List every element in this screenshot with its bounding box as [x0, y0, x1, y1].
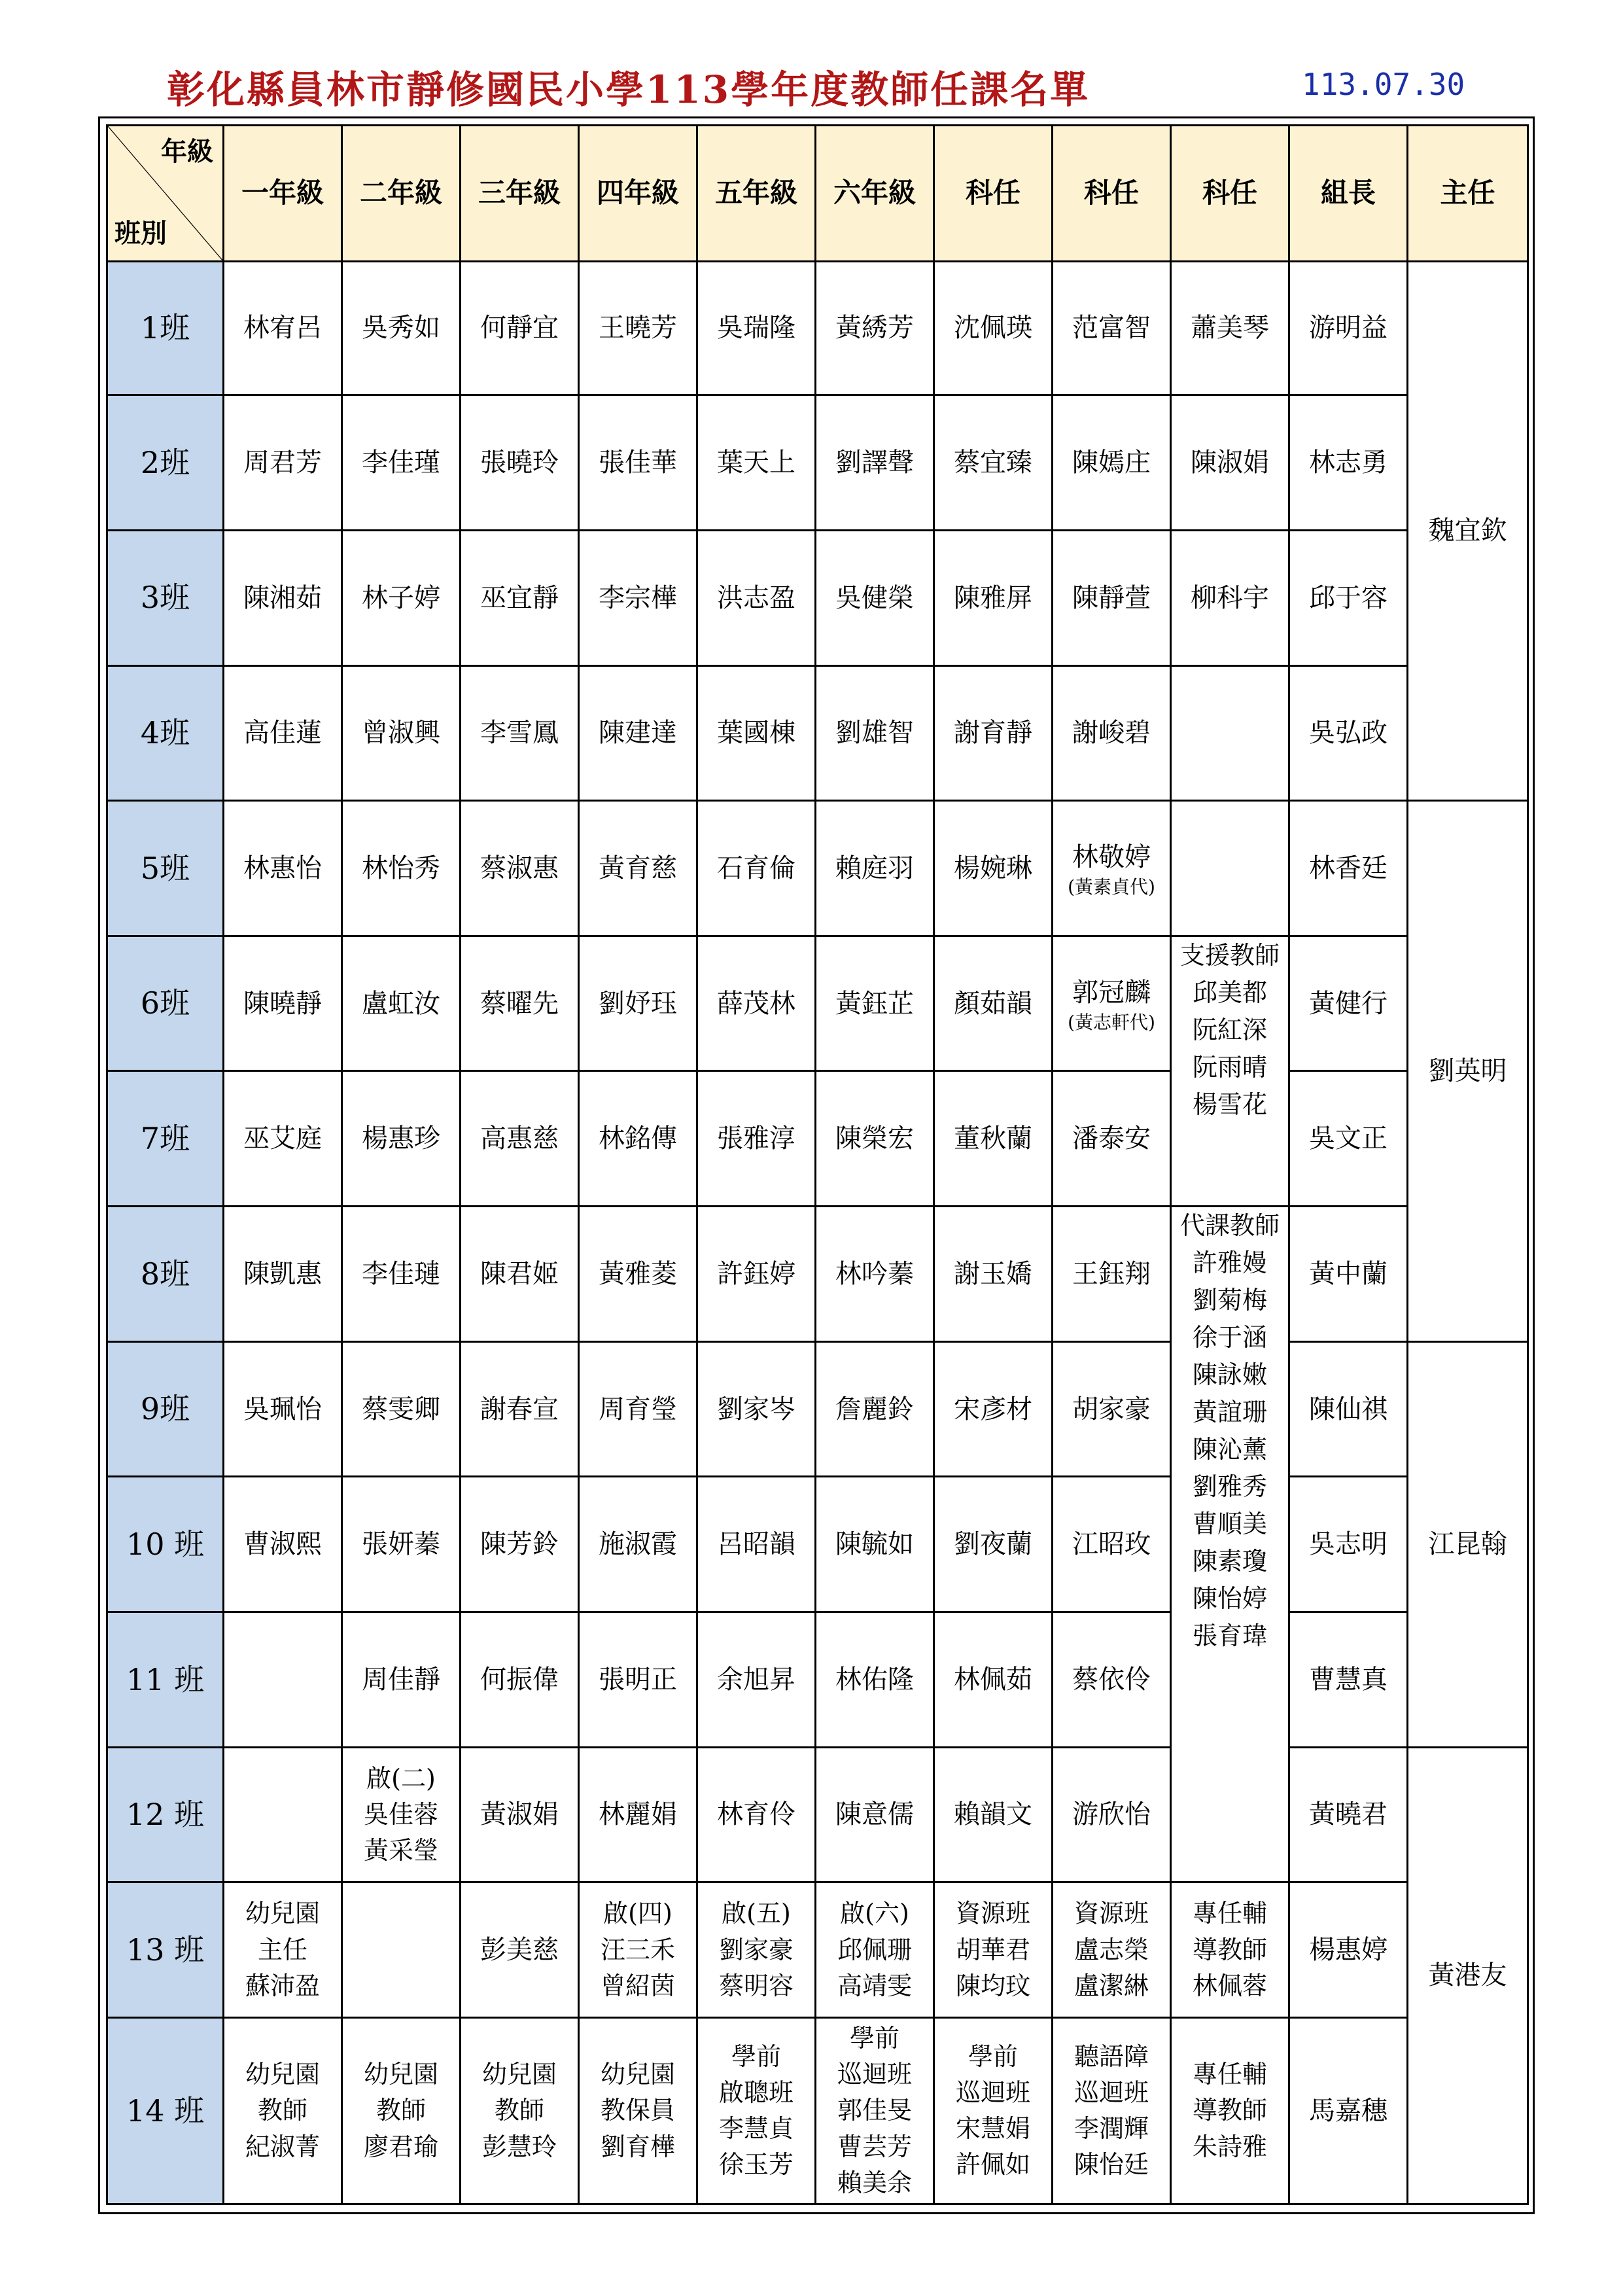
teacher-name: 林敬婷: [1072, 842, 1151, 873]
teacher-cell: 葉天上: [697, 395, 816, 531]
substitute-note: (黃素貞代): [1068, 876, 1155, 898]
teacher-cell: 蔡淑惠: [461, 801, 579, 936]
col-header: 五年級: [697, 126, 816, 262]
table-row: [107, 261, 1528, 395]
teacher-cell: 王鈺翔: [1053, 1207, 1171, 1342]
teacher-cell: 江昭玫: [1053, 1477, 1171, 1612]
col-header: 科任: [1053, 126, 1171, 262]
teacher-cell: 馬嘉穗: [1289, 2017, 1408, 2204]
teacher-cell: [1053, 801, 1171, 936]
teacher-cell: 高惠慈: [461, 1071, 579, 1207]
teacher-cell: 專任輔 導教師 朱詩雅: [1171, 2017, 1289, 2204]
teacher-cell: 董秋蘭: [934, 1071, 1053, 1207]
teacher-cell: 游明益: [1289, 261, 1408, 395]
teacher-cell: 學前 啟聰班 李慧貞 徐玉芳: [697, 2017, 816, 2204]
teacher-cell: 巫艾庭: [224, 1071, 342, 1207]
teacher-cell: 吳志明: [1289, 1477, 1408, 1612]
teacher-cell: 薛茂林: [697, 936, 816, 1071]
teacher-cell: 陳芳鈴: [461, 1477, 579, 1612]
teacher-cell: 林香廷: [1289, 801, 1408, 936]
teacher-cell: 余旭昇: [697, 1612, 816, 1748]
teacher-cell: 胡家豪: [1053, 1341, 1171, 1477]
class-label: 8班: [107, 1207, 224, 1342]
col-header: 六年級: [816, 126, 934, 262]
teacher-cell: 范富智: [1053, 261, 1171, 395]
teacher-cell: 幼兒園 主任 蘇沛盈: [224, 1882, 342, 2018]
teacher-cell: 游欣怡: [1053, 1747, 1171, 1882]
teacher-cell: 王曉芳: [579, 261, 697, 395]
teacher-cell: 林吟蓁: [816, 1207, 934, 1342]
teacher-cell: 陳雅屏: [934, 530, 1053, 665]
teacher-cell: 蕭美琴: [1171, 261, 1289, 395]
teacher-cell: 盧虹汝: [342, 936, 461, 1071]
class-label: 6班: [107, 936, 224, 1071]
teacher-cell: 謝春宣: [461, 1341, 579, 1477]
teacher-cell: 曾淑興: [342, 665, 461, 801]
teacher-cell: 林佩茹: [934, 1612, 1053, 1748]
teacher-cell: [224, 1612, 342, 1748]
teacher-cell: 許鈺婷: [697, 1207, 816, 1342]
table-row: [107, 530, 1528, 665]
table-row: [107, 1341, 1528, 1477]
class-label: 3班: [107, 530, 224, 665]
teacher-cell: 賴庭羽: [816, 801, 934, 936]
teacher-cell: 石育倫: [697, 801, 816, 936]
substitute-teachers-block: 代課教師 許雅嫚 劉菊梅 徐于涵 陳詠嫩 黃誼珊 陳沁薰 劉雅秀 曹順美 陳素瓊 陳怡婷 張育瑋: [1171, 1207, 1289, 1882]
teacher-cell: 劉妤珏: [579, 936, 697, 1071]
table-row: [107, 1477, 1528, 1612]
teacher-cell: 吳文正: [1289, 1071, 1408, 1207]
teacher-cell: 曹慧真: [1289, 1612, 1408, 1748]
teacher-cell: 張佳華: [579, 395, 697, 531]
teacher-cell: 何振偉: [461, 1612, 579, 1748]
teacher-cell: 資源班 盧志榮 盧潔綝: [1053, 1882, 1171, 2018]
teacher-cell: 林志勇: [1289, 395, 1408, 531]
class-label: 14 班: [107, 2017, 224, 2204]
table-row: [107, 1747, 1528, 1882]
col-header: 組長: [1289, 126, 1408, 262]
corner-cell: [107, 126, 224, 262]
teacher-roster-table: [106, 124, 1529, 2205]
teacher-cell: 賴韻文: [934, 1747, 1053, 1882]
teacher-cell: 啟(六) 邱佩珊 高靖雯: [816, 1882, 934, 2018]
document-date: 113.07.30: [1302, 67, 1465, 102]
teacher-cell: 幼兒園 教師 紀淑菁: [224, 2017, 342, 2204]
page-title: 彰化縣員林市靜修國民小學113學年度教師任課名單: [167, 67, 1091, 112]
teacher-cell: 黃健行: [1289, 936, 1408, 1071]
teacher-cell: 林育伶: [697, 1747, 816, 1882]
teacher-cell: 幼兒園 教師 廖君瑜: [342, 2017, 461, 2204]
teacher-cell: 潘泰安: [1053, 1071, 1171, 1207]
teacher-cell: 蔡宜臻: [934, 395, 1053, 531]
class-label: 12 班: [107, 1747, 224, 1882]
teacher-cell: [224, 1747, 342, 1882]
teacher-cell: 學前 巡迴班 郭佳旻 曹芸芳 賴美余: [816, 2017, 934, 2204]
teacher-cell: 黃育慈: [579, 801, 697, 936]
class-label: 13 班: [107, 1882, 224, 2018]
class-label: 7班: [107, 1071, 224, 1207]
class-label: 2班: [107, 395, 224, 531]
teacher-cell: [1171, 665, 1289, 801]
teacher-cell: 邱于容: [1289, 530, 1408, 665]
teacher-cell: 李雪鳳: [461, 665, 579, 801]
teacher-cell: 柳科宇: [1171, 530, 1289, 665]
teacher-cell: 沈佩瑛: [934, 261, 1053, 395]
teacher-cell: 陳建達: [579, 665, 697, 801]
teacher-cell: 黃中蘭: [1289, 1207, 1408, 1342]
col-header: 四年級: [579, 126, 697, 262]
col-header: 科任: [1171, 126, 1289, 262]
teacher-cell: 林子婷: [342, 530, 461, 665]
col-header: 一年級: [224, 126, 342, 262]
teacher-cell: 李宗樺: [579, 530, 697, 665]
teacher-cell: 周育瑩: [579, 1341, 697, 1477]
teacher-cell: 陳凱惠: [224, 1207, 342, 1342]
teacher-cell: 陳仙祺: [1289, 1341, 1408, 1477]
teacher-cell: 詹麗鈴: [816, 1341, 934, 1477]
corner-class-label: 班別: [114, 217, 167, 249]
table-row: [107, 1882, 1528, 2018]
teacher-name: 郭冠麟: [1072, 977, 1151, 1008]
teacher-cell: [1171, 801, 1289, 936]
teacher-cell: 專任輔 導教師 林佩蓉: [1171, 1882, 1289, 2018]
teacher-cell: 幼兒園 教師 彭慧玲: [461, 2017, 579, 2204]
teacher-cell: 黃曉君: [1289, 1747, 1408, 1882]
teacher-cell: 林佑隆: [816, 1612, 934, 1748]
table-row: [107, 395, 1528, 531]
teacher-cell: 蔡曜先: [461, 936, 579, 1071]
teacher-cell: 陳靜萱: [1053, 530, 1171, 665]
teacher-cell: 陳湘茹: [224, 530, 342, 665]
teacher-cell: 林惠怡: [224, 801, 342, 936]
teacher-cell: 林宥呂: [224, 261, 342, 395]
teacher-cell: 何靜宜: [461, 261, 579, 395]
teacher-cell: 李佳瑾: [342, 395, 461, 531]
teacher-cell: 陳淑娟: [1171, 395, 1289, 531]
roster-frame: [98, 116, 1535, 2214]
teacher-cell: 宋彥材: [934, 1341, 1053, 1477]
col-header: 三年級: [461, 126, 579, 262]
teacher-cell: 巫宜靜: [461, 530, 579, 665]
teacher-cell: 施淑霞: [579, 1477, 697, 1612]
teacher-cell: 劉譯聲: [816, 395, 934, 531]
teacher-cell: 林麗娟: [579, 1747, 697, 1882]
teacher-cell: 資源班 胡華君 陳均玟: [934, 1882, 1053, 2018]
teacher-cell: [342, 1882, 461, 2018]
corner-grade-label: 年級: [161, 136, 213, 167]
teacher-cell: 呂昭韻: [697, 1477, 816, 1612]
teacher-cell: 楊婉琳: [934, 801, 1053, 936]
teacher-cell: 聽語障 巡迴班 李潤輝 陳怡廷: [1053, 2017, 1171, 2204]
teacher-cell: 啟(四) 汪三禾 曾紹茵: [579, 1882, 697, 2018]
teacher-cell: 黃鈺芷: [816, 936, 934, 1071]
teacher-cell: 楊惠珍: [342, 1071, 461, 1207]
class-label: 9班: [107, 1341, 224, 1477]
teacher-cell: 陳君姬: [461, 1207, 579, 1342]
teacher-cell: 劉家岑: [697, 1341, 816, 1477]
header-row: [107, 126, 1528, 262]
class-label: 11 班: [107, 1612, 224, 1748]
teacher-cell: 楊惠婷: [1289, 1882, 1408, 2018]
teacher-cell: [1053, 936, 1171, 1071]
teacher-cell: 林銘傳: [579, 1071, 697, 1207]
teacher-cell: 曹淑熙: [224, 1477, 342, 1612]
table-row: [107, 2017, 1528, 2204]
teacher-cell: 陳毓如: [816, 1477, 934, 1612]
table-row: [107, 1612, 1528, 1748]
teacher-cell: 吳弘政: [1289, 665, 1408, 801]
teacher-cell: 張妍蓁: [342, 1477, 461, 1612]
teacher-cell: 高佳蓮: [224, 665, 342, 801]
teacher-cell: 吳秀如: [342, 261, 461, 395]
teacher-cell: 葉國棟: [697, 665, 816, 801]
teacher-cell: 幼兒園 教保員 劉育樺: [579, 2017, 697, 2204]
teacher-cell: 周君芳: [224, 395, 342, 531]
col-header: 主任: [1408, 126, 1528, 262]
teacher-cell: 啟(二) 吳佳蓉 黃采瑩: [342, 1747, 461, 1882]
teacher-cell: 蔡依伶: [1053, 1612, 1171, 1748]
class-label: 1班: [107, 261, 224, 395]
teacher-cell: 啟(五) 劉家豪 蔡明容: [697, 1882, 816, 2018]
teacher-cell: 陳嫣庄: [1053, 395, 1171, 531]
teacher-cell: 彭美慈: [461, 1882, 579, 2018]
teacher-cell: 張曉玲: [461, 395, 579, 531]
teacher-cell: 李佳璉: [342, 1207, 461, 1342]
class-label: 10 班: [107, 1477, 224, 1612]
teacher-cell: 張雅淳: [697, 1071, 816, 1207]
table-row: [107, 1071, 1528, 1207]
table-row: [107, 665, 1528, 801]
teacher-cell: 周佳靜: [342, 1612, 461, 1748]
teacher-cell: 黃綉芳: [816, 261, 934, 395]
teacher-cell: 劉夜蘭: [934, 1477, 1053, 1612]
teacher-cell: 蔡雯卿: [342, 1341, 461, 1477]
col-header: 二年級: [342, 126, 461, 262]
teacher-cell: 陳榮宏: [816, 1071, 934, 1207]
teacher-cell: 洪志盈: [697, 530, 816, 665]
teacher-cell: 黃淑娟: [461, 1747, 579, 1882]
teacher-cell: 學前 巡迴班 宋慧娟 許佩如: [934, 2017, 1053, 2204]
teacher-cell: 陳意儒: [816, 1747, 934, 1882]
teacher-cell: 謝玉嬌: [934, 1207, 1053, 1342]
director-cell: 黃港友: [1408, 1747, 1528, 2204]
teacher-cell: 林怡秀: [342, 801, 461, 936]
teacher-cell: 張明正: [579, 1612, 697, 1748]
teacher-cell: 陳曉靜: [224, 936, 342, 1071]
director-cell: 魏宜欽: [1408, 261, 1528, 801]
col-header: 科任: [934, 126, 1053, 262]
table-row: [107, 801, 1528, 936]
support-teachers-block: 支援教師 邱美都 阮紅深 阮雨晴 楊雪花: [1171, 936, 1289, 1206]
teacher-cell: 謝峻碧: [1053, 665, 1171, 801]
director-cell: 江昆翰: [1408, 1341, 1528, 1747]
director-cell: 劉英明: [1408, 801, 1528, 1342]
teacher-cell: 吳珮怡: [224, 1341, 342, 1477]
teacher-cell: 吳健榮: [816, 530, 934, 665]
teacher-cell: 顏茹韻: [934, 936, 1053, 1071]
class-label: 4班: [107, 665, 224, 801]
teacher-cell: 謝育靜: [934, 665, 1053, 801]
teacher-cell: 吳瑞隆: [697, 261, 816, 395]
substitute-note: (黃志軒代): [1068, 1011, 1155, 1033]
table-row: [107, 936, 1528, 1071]
class-label: 5班: [107, 801, 224, 936]
table-row: [107, 1207, 1528, 1342]
teacher-cell: 黃雅菱: [579, 1207, 697, 1342]
teacher-cell: 劉雄智: [816, 665, 934, 801]
